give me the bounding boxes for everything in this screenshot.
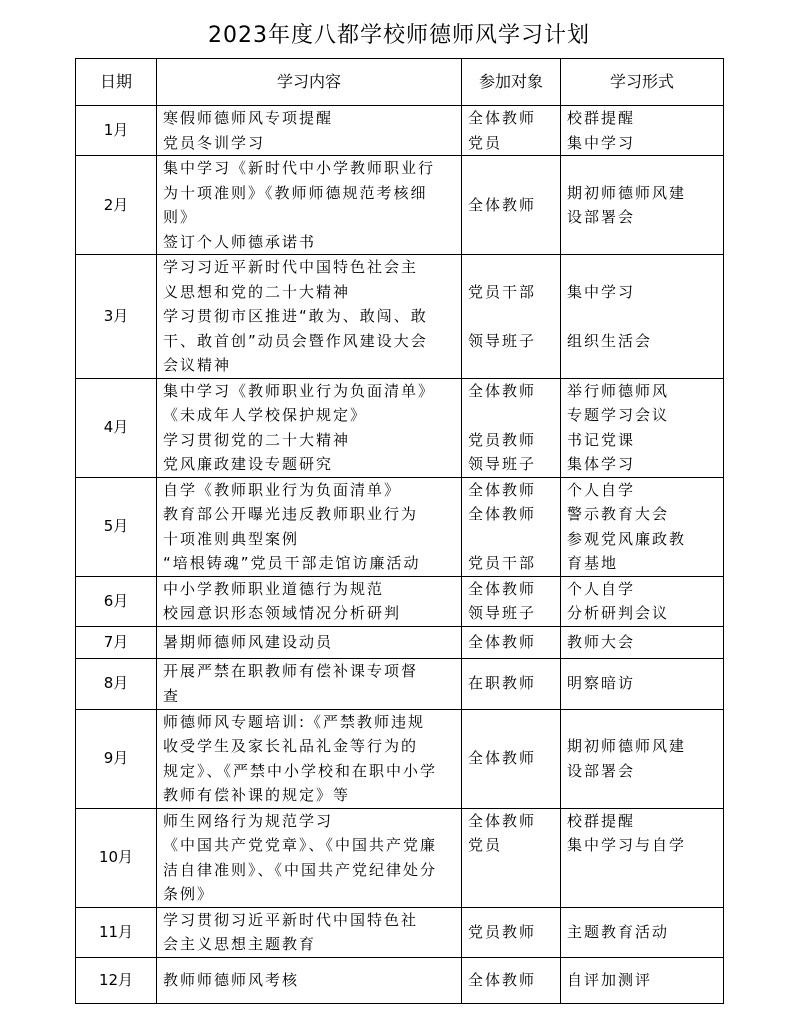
form-line [567,304,717,329]
content-line: 会议精神 [163,356,232,374]
target-line: 党员教师 [468,922,537,941]
content-line: 学习习近平新时代中国特色社会主 [163,258,419,276]
form-line: 参观党风廉政教 [567,529,687,548]
table-row [76,106,724,156]
form-cell [561,156,724,255]
form-line: 专题学习会议 [567,406,670,424]
target-line: 领导班子 [468,455,537,473]
content-cell [157,808,462,907]
form-cell [561,957,724,1003]
month-cell: 4月 [76,378,157,477]
content-cell [157,255,462,379]
content-line: 集中学习《新时代中小学教师职业行 [163,159,436,177]
content-line: 《中国共产党党章》、《中国共产党廉 [163,836,438,854]
content-line: 自学《教师职业行为负面清单》 [163,480,402,499]
form-cell [561,106,724,156]
form-line: 明察暗访 [567,674,636,693]
header-target: 参加对象 [462,59,561,106]
target-line: 全体教师 [468,381,537,400]
content-line: 开展严禁在职教师有偿补课专项督 [163,662,419,680]
form-cell [561,709,724,808]
target-cell [462,255,561,379]
month-cell: 7月 [76,626,157,658]
content-line: 校园意识形态领域情况分析研判 [163,604,402,622]
form-line: 期初师德师风建 [567,183,687,202]
form-line: 集中学习 [567,282,636,301]
target-line: 党员教师 [468,430,537,449]
table-row [76,957,724,1003]
month-cell: 1月 [76,106,157,156]
target-cell [462,957,561,1003]
form-line: 设部署会 [567,208,636,226]
content-line: 学习贯彻市区推进“敢为、敢闯、敢 [163,307,428,325]
table-row [76,378,724,477]
content-cell [157,106,462,156]
form-line [567,858,717,883]
content-cell [157,658,462,709]
content-line: 条例》 [163,885,215,903]
form-cell [561,255,724,379]
form-line: 校群提醒 [567,811,636,830]
target-line: 党员 [468,836,503,854]
content-line: 暑期师德师风建设动员 [163,632,334,651]
table-row [76,907,724,957]
target-line: 全体教师 [468,109,537,127]
form-cell [561,626,724,658]
table-row [76,477,724,576]
form-line: 主题教育活动 [567,922,670,941]
target-cell [462,808,561,907]
content-cell [157,477,462,576]
form-cell [561,477,724,576]
target-line: 全体教师 [468,579,537,598]
target-line [468,527,554,552]
content-line: 为十项准则》《教师师德规范考核细 [163,183,428,202]
form-line: 集中学习 [567,133,636,152]
content-cell [157,957,462,1003]
form-line: 个人自学 [567,480,636,499]
content-line: 师德师风专题培训:《严禁教师违规 [163,712,426,731]
table-row [76,658,724,709]
content-line: 义思想和党的二十大精神 [163,282,351,301]
form-line: 教师大会 [567,632,636,651]
target-cell [462,378,561,477]
content-line: 十项准则典型案例 [163,529,300,548]
content-line: 会主义思想主题教育 [163,935,317,953]
form-line: 书记党课 [567,430,636,449]
content-line: 党员冬训学习 [163,133,266,152]
study-plan-table [75,58,724,1004]
content-line: 学习贯彻习近平新时代中国特色社 [163,910,419,929]
table-row [76,255,724,379]
month-cell: 5月 [76,477,157,576]
target-line: 领导班子 [468,604,537,622]
content-line: “培根铸魂”党员干部走馆访廉活动 [163,554,421,572]
target-line [468,403,554,428]
content-cell [157,576,462,626]
target-line: 全体教师 [468,480,537,499]
target-line: 全体教师 [468,811,537,830]
month-cell: 12月 [76,957,157,1003]
table-row [76,626,724,658]
target-cell [462,106,561,156]
form-line: 育基地 [567,554,619,572]
form-line: 设部署会 [567,761,636,780]
content-line: 洁自律准则》、《中国共产党纪律处分 [163,860,438,879]
target-cell [462,626,561,658]
target-line [468,858,554,883]
month-cell: 8月 [76,658,157,709]
target-line: 领导班子 [468,331,537,350]
form-cell [561,808,724,907]
form-line [567,882,717,907]
content-line: 师生网络行为规范学习 [163,811,334,830]
content-line: 党风廉政建设专题研究 [163,455,334,473]
content-line: 规定》、《严禁中小学校和在职中小学 [163,761,438,780]
form-line: 组织生活会 [567,331,653,350]
content-line: 中小学教师职业道德行为规范 [163,579,385,598]
form-line: 集体学习 [567,455,636,473]
content-line: 教师有偿补课的规定》等 [163,786,351,804]
target-line: 全体教师 [468,749,537,768]
target-line: 党员 [468,133,503,152]
content-line: 查 [163,686,181,705]
month-cell: 10月 [76,808,157,907]
target-cell [462,156,561,255]
content-line: 签订个人师德承诺书 [163,232,317,251]
target-cell [462,709,561,808]
content-cell [157,156,462,255]
month-cell: 2月 [76,156,157,255]
target-line: 党员干部 [468,282,537,301]
content-line: 寒假师德师风专项提醒 [163,109,334,127]
month-cell: 6月 [76,576,157,626]
form-cell [561,378,724,477]
form-line: 举行师德师风 [567,381,670,400]
table-row [76,808,724,907]
target-line: 全体教师 [468,505,537,523]
content-cell [157,709,462,808]
month-cell: 11月 [76,907,157,957]
target-line: 全体教师 [468,970,537,989]
target-line: 全体教师 [468,195,537,214]
target-cell [462,576,561,626]
month-cell: 9月 [76,709,157,808]
content-cell [157,626,462,658]
form-cell [561,907,724,957]
page-title: 2023年度八都学校师德师风学习计划 [208,23,590,48]
content-line: 干、敢首创”动员会暨作风建设大会 [163,331,428,350]
form-cell [561,658,724,709]
target-line [468,304,554,329]
form-line: 警示教育大会 [567,505,670,523]
header-form: 学习形式 [561,59,724,106]
target-cell [462,477,561,576]
target-line: 在职教师 [468,674,537,693]
content-line: 则》 [163,208,198,226]
content-line: 收受学生及家长礼品礼金等行为的 [163,737,419,755]
form-line: 校群提醒 [567,109,636,127]
month-cell: 3月 [76,255,157,379]
target-cell [462,907,561,957]
form-line: 期初师德师风建 [567,737,687,755]
table-row [76,576,724,626]
target-line [468,882,554,907]
table-header-row [76,59,724,106]
content-cell [157,907,462,957]
header-content: 学习内容 [157,59,462,106]
form-line: 自评加测评 [567,970,653,989]
target-cell [462,658,561,709]
form-cell [561,576,724,626]
content-line: 教师师德师风考核 [163,970,300,989]
table-row [76,709,724,808]
header-date: 日期 [76,59,157,106]
table-row [76,156,724,255]
content-line: 《未成年人学校保护规定》 [163,406,368,424]
content-cell [157,378,462,477]
form-line: 集中学习与自学 [567,836,687,854]
form-line: 个人自学 [567,579,636,598]
target-line: 党员干部 [468,554,537,572]
form-line: 分析研判会议 [567,604,670,622]
content-line: 集中学习《教师职业行为负面清单》 [163,381,436,400]
content-line: 学习贯彻党的二十大精神 [163,430,351,449]
content-line: 教育部公开曝光违反教师职业行为 [163,505,419,523]
target-line: 全体教师 [468,632,537,651]
